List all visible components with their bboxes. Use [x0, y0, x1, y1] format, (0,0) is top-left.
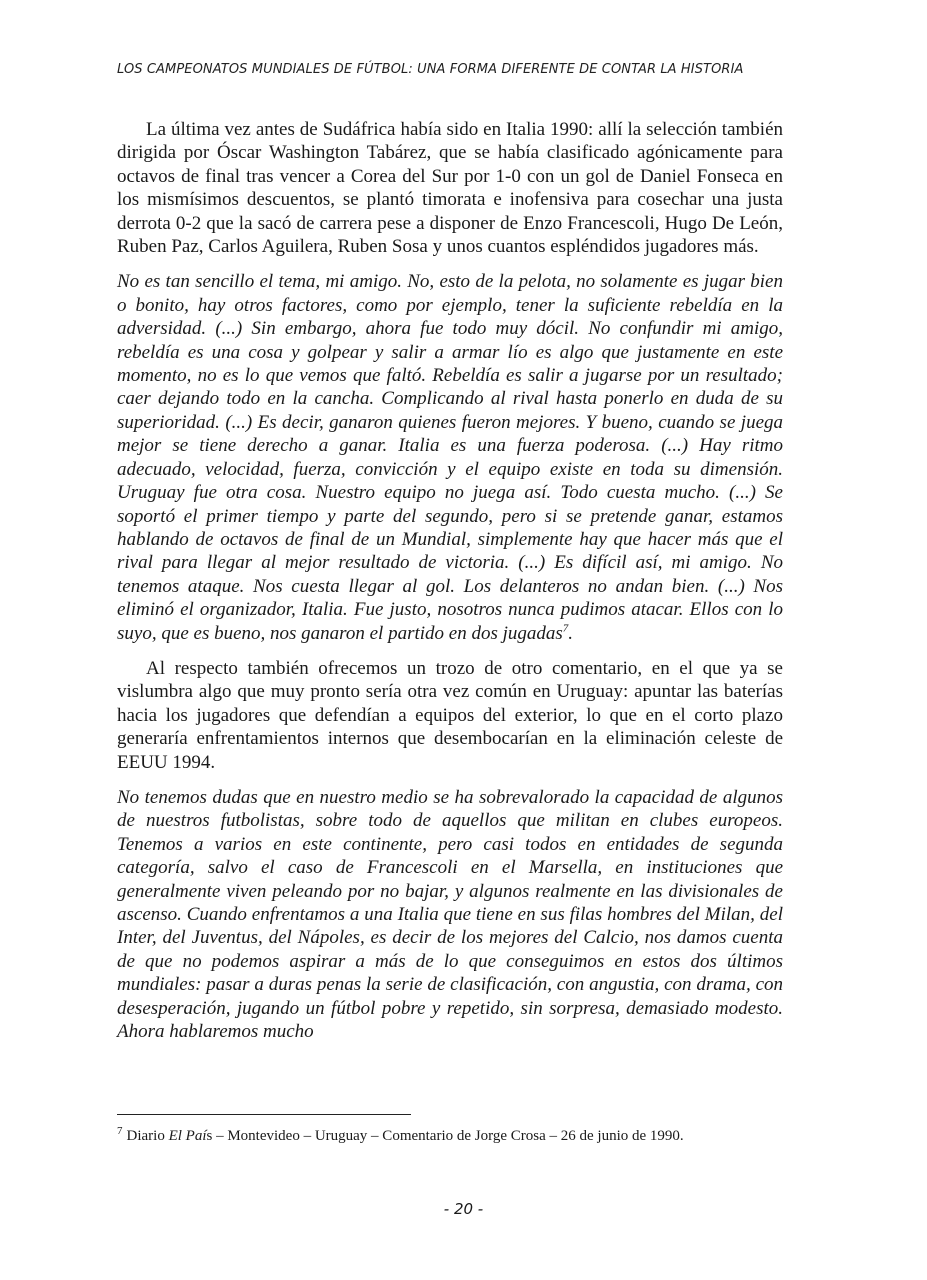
quote-1-text: No es tan sencillo el tema, mi amigo. No, esto de la pelota, no solamente es jugar bien o bonito, hay otros factores, como por ejemplo, tener la suficiente rebeldía en la adversidad. (...) Sin embargo, ahora fue todo muy dócil. No confundir mi amigo, rebeldía es una cosa y golpear y salir a armar lío es algo que justamente en este momento, no es lo que vemos que faltó. Rebeldía es salir a jugarse por un resultado; caer dejando todo en la cancha. Complicando al rival hasta ponerlo en duda de su superioridad. (...) Es decir, ganaron quienes fueron mejores. Y bueno, cuando se juega mejor se tiene derecho a ganar. Italia es una fuerza poderosa. (...) Hay ritmo adecuado, velocidad, fuerza, convicción y el equipo existe en toda su dimensión. Uruguay fue otra cosa. Nuestro equipo no juega así. Todo cuesta mucho. (...) Se soportó el primer tiempo y parte del segundo, pero si se pretende ganar, estamos hablando de octavos de final de un Mundial, simplemente hay que hacer más que el rival para llegar al mejor resultado de victoria. (...) Es difícil así, mi amigo. No tenemos ataque. Nos cuesta llegar al gol. Los delanteros no andan bien. (...) Nos eliminó el organizador, Italia. Fue justo, nosotros nunca pudimos atacar. Ellos con lo suyo, que es bueno, nos ganaron el partido en dos jugadas	[117, 271, 783, 644]
quote-1-end: .	[568, 622, 574, 644]
footnote-newspaper: El Paí	[168, 1128, 207, 1144]
body-text	[117, 118, 783, 1043]
footnote	[117, 1126, 817, 1146]
quote-block-1	[117, 270, 783, 645]
footnote-separator	[117, 1114, 411, 1115]
footnote-rest: s – Montevideo – Uruguay – Comentario de Jorge Crosa – 26 de junio de 1990.	[206, 1128, 684, 1144]
footnote-number: 7	[117, 1125, 123, 1137]
footnote-prefix: Diario	[126, 1128, 169, 1144]
paragraph-commentary: Al respecto también ofrecemos un trozo de otro comentario, en el que ya se vislumbra algo que muy pronto sería otra vez común en Uruguay: apuntar las baterías hacia los jugadores que defendían a equipos del exterior, lo que en el corto plazo generaría enfrentamientos internos que desembocarían en la eliminación celeste de EEUU 1994.	[117, 657, 783, 773]
quote-block-2: No tenemos dudas que en nuestro medio se ha sobrevalorado la capacidad de algunos de nuestros futbolistas, sobre todo de aquellos que militan en clubes europeos. Tenemos a varios en este continente, pero casi todos en entidades de segunda categoría, salvo el caso de Francescoli en el Marsella, en instituciones que generalmente viven peleando por no bajar, y algunos realmente en las divisionales de ascenso. Cuando enfrentamos a una Italia que tiene en sus filas hombres del Milan, del Inter, del Juventus, del Nápoles, es decir de los mejores del Calcio, nos damos cuenta de que no podemos aspirar a más de lo que conseguimos en estos dos últimos mundiales: pasar a duras penas la serie de clasificación, con angustia, con drama, con desesperación, jugando un fútbol pobre y repetido, sin sorpresa, demasiado modesto. Ahora hablaremos mucho	[117, 786, 783, 1043]
page-number: - 20 -	[443, 1200, 484, 1218]
footnote-reference[interactable]: 7	[562, 622, 569, 635]
running-header: LOS CAMPEONATOS MUNDIALES DE FÚTBOL: UNA FORMA DIFERENTE DE CONTAR LA HISTORIA	[117, 62, 744, 77]
paragraph-intro: La última vez antes de Sudáfrica había sido en Italia 1990: allí la selección también dirigida por Óscar Washington Tabárez, que se había clasificado agónicamente para octavos de final tras vencer a Corea del Sur por 1-0 con un gol de Daniel Fonseca en los mismísimos descuentos, se plantó timorata e inofensiva para cosechar una justa derrota 0-2 que la sacó de carrera pese a disponer de Enzo Francescoli, Hugo De León, Ruben Paz, Carlos Aguilera, Ruben Sosa y unos cuantos espléndidos jugadores más.	[117, 119, 783, 258]
